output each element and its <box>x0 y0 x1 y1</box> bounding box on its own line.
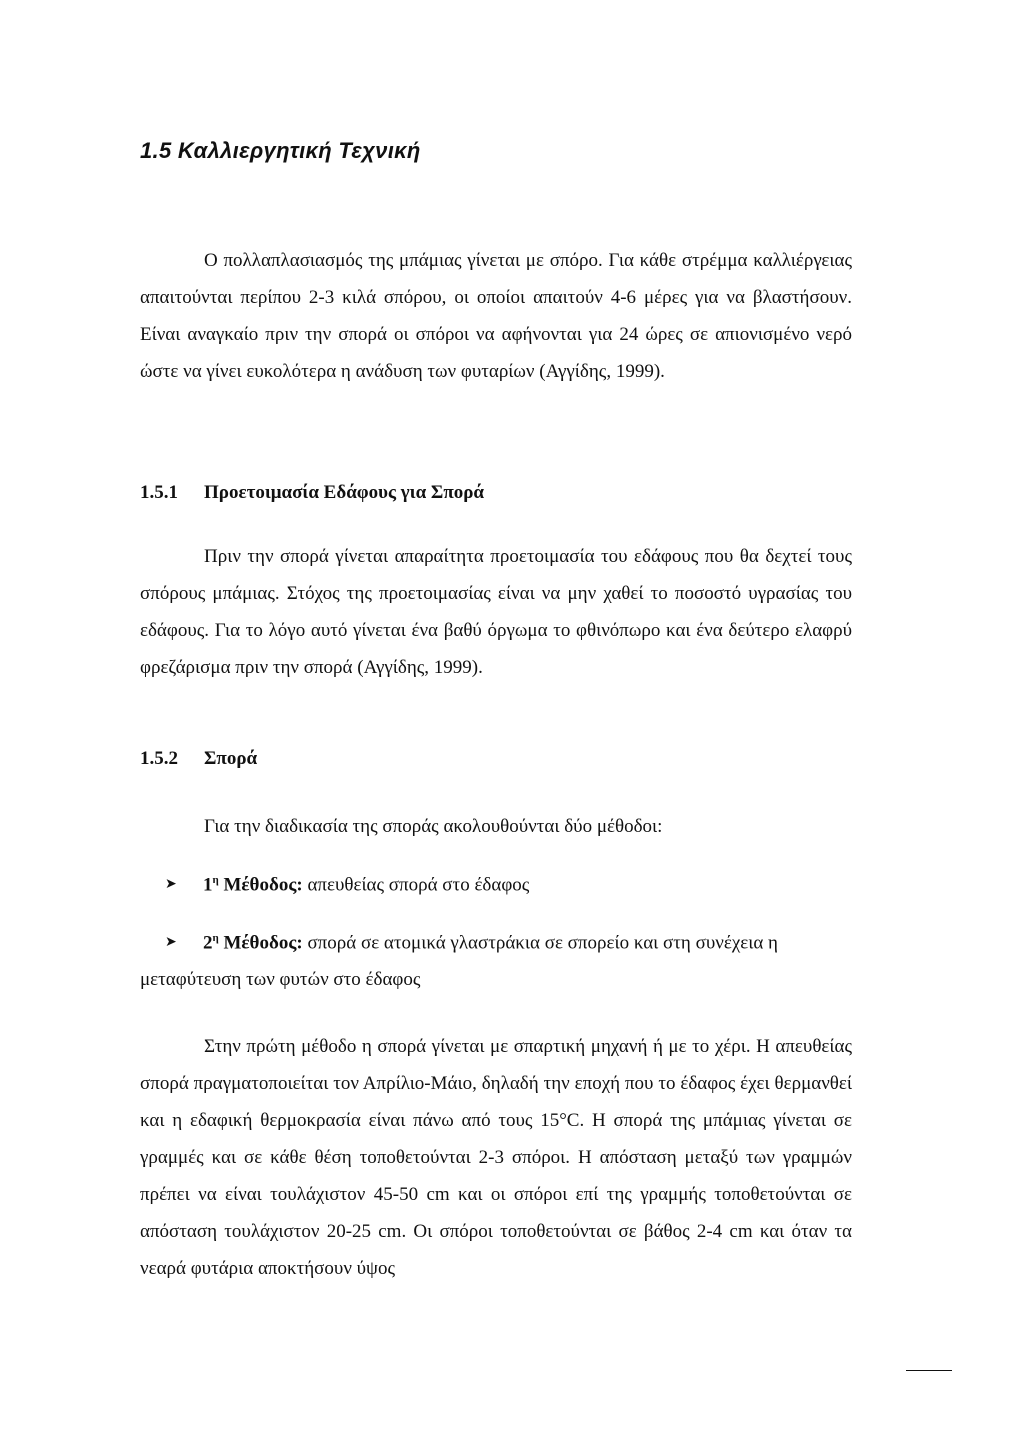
intro-paragraph <box>140 242 852 390</box>
subsection-2-intro-text: Για την διαδικασία της σποράς ακολουθούνται δύο μέθοδοι: <box>204 816 663 837</box>
method-2-text: σπορά σε ατομικά γλαστράκια σε σπορείο και στη συνέχεια η <box>302 932 778 954</box>
method-1-text: απευθείας σπορά στο έδαφος <box>302 874 530 896</box>
arrow-bullet-icon: ➤ <box>165 935 177 951</box>
method-2-label: Μέθοδος: <box>223 932 303 954</box>
method-1-ordinal: η <box>212 874 219 886</box>
section-heading: 1.5 Καλλιεργητική Τεχνική <box>140 138 421 163</box>
method-1-number: 1 <box>203 874 213 896</box>
subsection-1-text: Πριν την σπορά γίνεται απαραίτητα προετοιμασία του εδάφους που θα δεχτεί τους σπόρους μπάμιας. Στόχος της προετοιμασίας είναι να μην χαθεί το ποσοστό υγρασίας του εδάφους. Για το λόγο αυτό γίνεται ένα βαθύ όργωμα το φθινόπωρο και ένα δεύτερο ελαφρύ φρεζάρισμα πριν την σπορά (Αγγίδης, 1999). <box>140 546 852 678</box>
method-2-item <box>140 920 852 998</box>
arrow-bullet-icon: ➤ <box>165 877 177 893</box>
subsection-2-intro <box>140 808 852 845</box>
subsection-2-title: Σπορά <box>204 748 258 769</box>
footnote-divider <box>906 1370 952 1371</box>
subsection-2-number: 1.5.2 <box>140 748 178 769</box>
subsection-1-heading <box>140 482 484 504</box>
method-2-ordinal: η <box>212 932 219 944</box>
intro-text: Ο πολλαπλασιασμός της μπάμιας γίνεται με σπόρο. Για κάθε στρέμμα καλλιέργειας απαιτούνται περίπου 2-3 κιλά σπόρου, οι οποίοι απαιτούν 4-6 μέρες για να βλαστήσουν. Είναι αναγκαίο πριν την σπορά οι σπόροι να αφήνονται για 24 ώρες σε απιονισμένο νερό ώστε να γίνει ευκολότερα η ανάδυση των φυταρίων (Αγγίδης, 1999). <box>140 250 852 382</box>
subsection-2-text: Στην πρώτη μέθοδο η σπορά γίνεται με σπαρτική μηχανή ή με το χέρι. Η απευθείας σπορά πραγματοποιείται τον Απρίλιο-Μάιο, δηλαδή την εποχή που το έδαφος έχει θερμανθεί και η εδαφική θερμοκρασία είναι πάνω από τους 15°C. Η σπορά της μπάμιας γίνεται σε γραμμές και σε κάθε θέση τοποθετούνται 2-3 σπόροι. Η απόσταση μεταξύ των γραμμών πρέπει να είναι τουλάχιστον 45-50 cm και οι σπόροι επί της γραμμής τοποθετούνται σε απόσταση τουλάχιστον 20-25 cm. Οι σπόροι τοποθετούνται σε βάθος 2-4 cm και όταν τα νεαρά φυτάρια αποκτήσουν ύψος <box>140 1036 852 1279</box>
subsection-2-paragraph <box>140 1028 852 1287</box>
subsection-1-number: 1.5.1 <box>140 482 178 503</box>
method-1-item <box>165 862 852 903</box>
method-2-number: 2 <box>203 932 213 954</box>
subsection-1-paragraph <box>140 538 852 686</box>
subsection-2-heading <box>140 748 257 770</box>
method-1-label: Μέθοδος: <box>223 874 303 896</box>
method-2-continuation: μεταφύτευση των φυτών στο έδαφος <box>140 969 421 991</box>
subsection-1-title: Προετοιμασία Εδάφους για Σπορά <box>204 482 485 503</box>
